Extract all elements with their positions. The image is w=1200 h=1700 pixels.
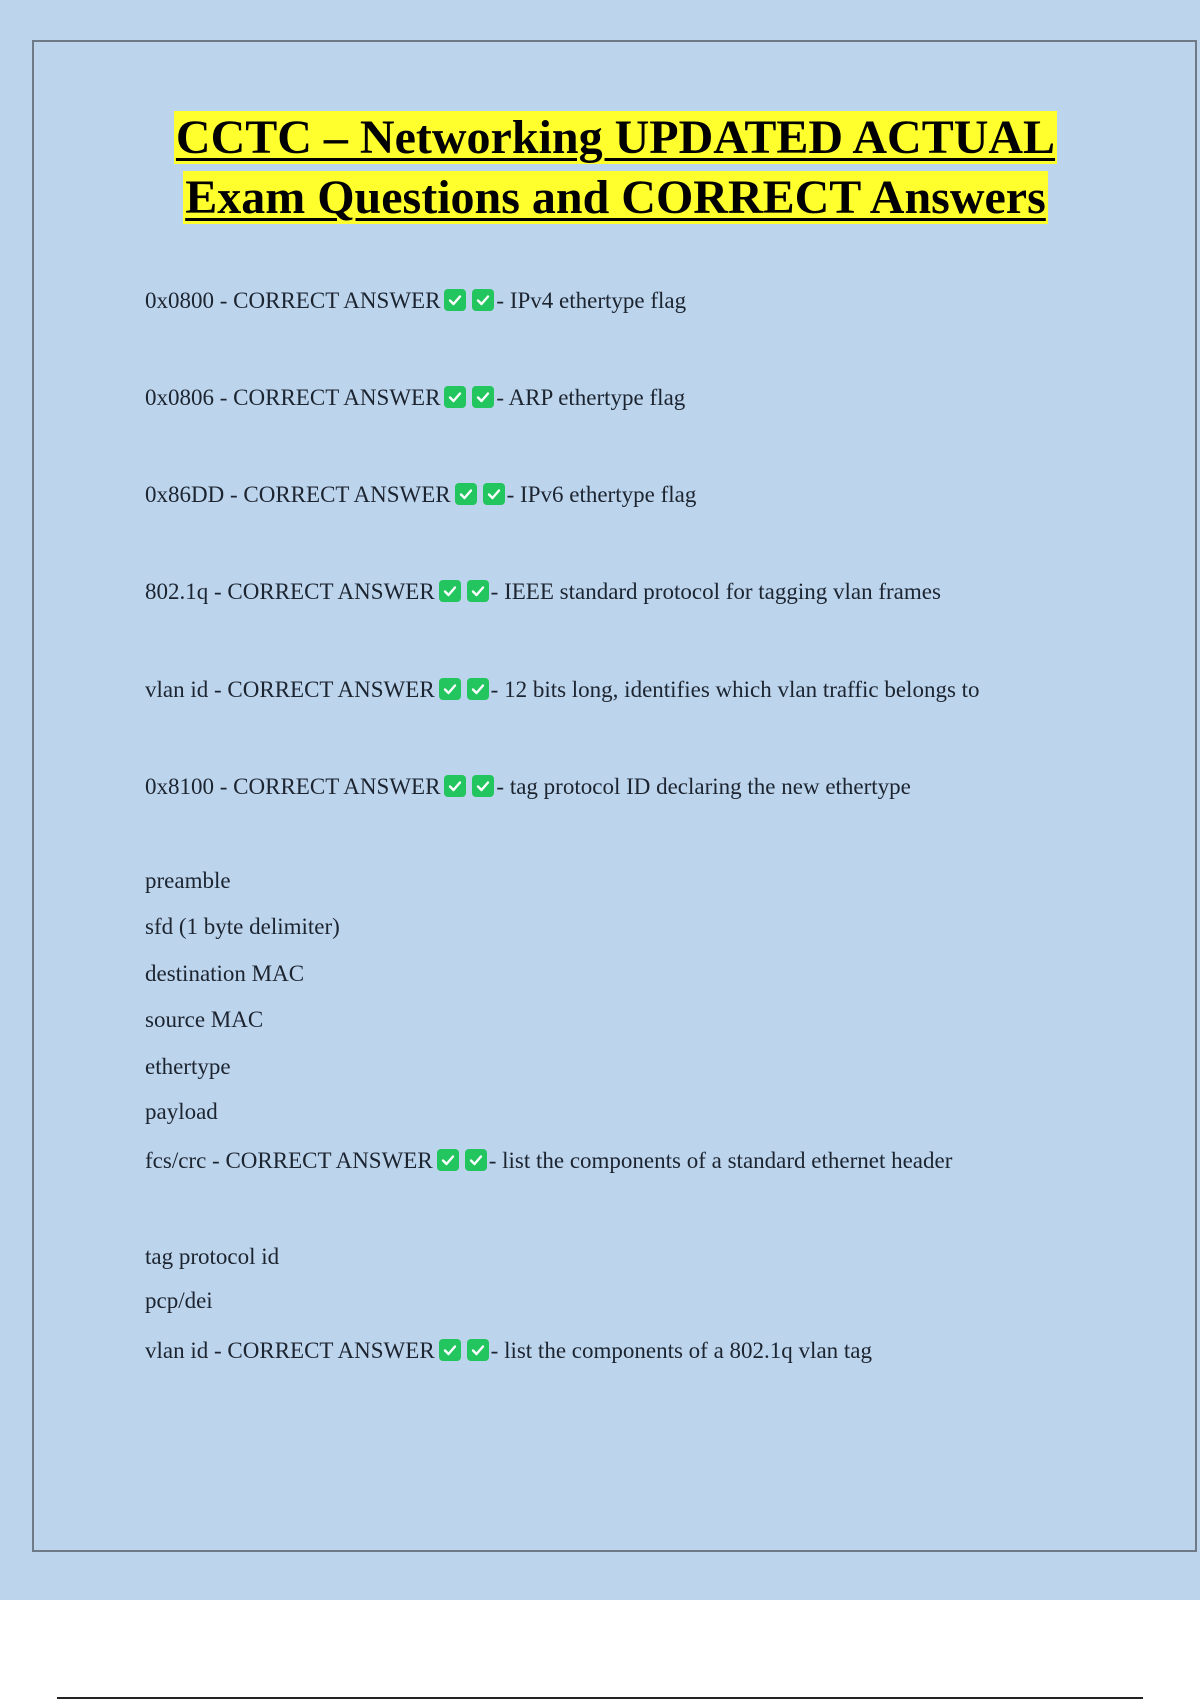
- entry-term: 0x0800 -: [145, 288, 234, 313]
- entry-term: vlan id -: [145, 1338, 228, 1363]
- check-box-icon: [444, 289, 466, 311]
- check-box-icon: [455, 483, 477, 505]
- check-box-icon: [444, 386, 466, 408]
- title-line-1: CCTC – Networking UPDATED ACTUAL: [175, 111, 1056, 164]
- entry-description: - IPv4 ethertype flag: [496, 288, 687, 313]
- entry-term: vlan id -: [145, 677, 228, 702]
- qa-entry: [145, 383, 685, 413]
- entry-description: - list the components of a 802.1q vlan tag: [490, 1338, 872, 1363]
- entry-answer-label: CORRECT ANSWER: [227, 1338, 435, 1363]
- check-box-icon: [444, 775, 466, 797]
- entry-description: - tag protocol ID declaring the new ethertype: [496, 774, 911, 799]
- entry-answer-label: CORRECT ANSWER: [233, 288, 441, 313]
- title-line-2: Exam Questions and CORRECT Answers: [185, 171, 1046, 224]
- qa-entry: [145, 577, 941, 607]
- list-line: pcp/dei: [145, 1288, 213, 1313]
- check-box-icon: [483, 483, 505, 505]
- entry-term: fcs/crc -: [145, 1148, 226, 1173]
- document-title: [0, 108, 1200, 228]
- check-box-icon: [472, 289, 494, 311]
- list-line: preamble: [145, 868, 231, 893]
- list-line: destination MAC: [145, 961, 305, 986]
- check-box-icon: [467, 1339, 489, 1361]
- check-box-icon: [467, 678, 489, 700]
- list-line: tag protocol id: [145, 1244, 280, 1269]
- check-box-icon: [439, 580, 461, 602]
- check-box-icon: [439, 678, 461, 700]
- list-line: payload: [145, 1099, 218, 1124]
- check-box-icon: [472, 386, 494, 408]
- entry-answer-label: CORRECT ANSWER: [243, 482, 451, 507]
- check-box-icon: [439, 1339, 461, 1361]
- check-box-icon: [437, 1149, 459, 1171]
- entry-term: 0x0806 -: [145, 385, 234, 410]
- entry-term: 802.1q -: [145, 579, 228, 604]
- entry-answer-label: CORRECT ANSWER: [227, 677, 435, 702]
- qa-entry: [145, 772, 911, 802]
- qa-entry: [145, 675, 980, 705]
- list-line: source MAC: [145, 1007, 264, 1032]
- entry-description: - 12 bits long, identifies which vlan traffic belongs to: [490, 677, 980, 702]
- qa-entry: [145, 480, 696, 510]
- entry-answer-label: CORRECT ANSWER: [227, 579, 435, 604]
- qa-entry: [145, 1336, 872, 1366]
- qa-entry: [145, 1146, 952, 1176]
- entry-description: - list the components of a standard ethernet header: [488, 1148, 953, 1173]
- footer-divider: [57, 1697, 1143, 1699]
- qa-entry: [145, 286, 686, 316]
- check-box-icon: [467, 580, 489, 602]
- entry-answer-label: CORRECT ANSWER: [233, 385, 441, 410]
- entry-description: - IPv6 ethertype flag: [506, 482, 697, 507]
- entry-term: 0x8100 -: [145, 774, 234, 799]
- entry-description: - IEEE standard protocol for tagging vlan frames: [490, 579, 941, 604]
- check-box-icon: [465, 1149, 487, 1171]
- entry-answer-label: CORRECT ANSWER: [225, 1148, 433, 1173]
- entry-description: - ARP ethertype flag: [496, 385, 686, 410]
- entry-answer-label: CORRECT ANSWER: [233, 774, 441, 799]
- list-line: sfd (1 byte delimiter): [145, 914, 340, 939]
- list-line: ethertype: [145, 1054, 231, 1079]
- entry-term: 0x86DD -: [145, 482, 244, 507]
- check-box-icon: [472, 775, 494, 797]
